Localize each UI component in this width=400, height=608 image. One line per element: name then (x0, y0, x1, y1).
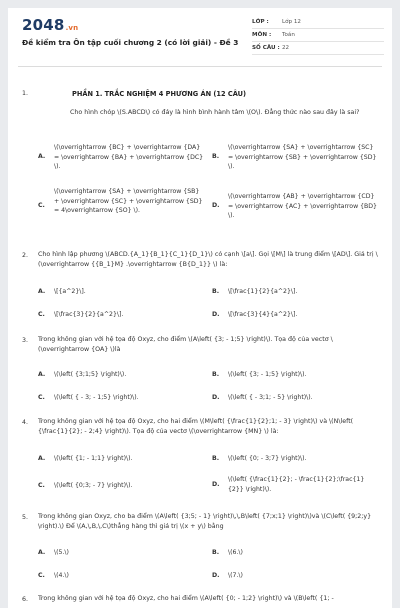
option-label: B. (212, 153, 220, 160)
option-label: D. (212, 481, 220, 488)
meta-value: Lớp 12 (282, 19, 301, 25)
option-label: D. (212, 202, 220, 209)
option-text: \(7.\) (228, 572, 243, 579)
option-b[interactable] (212, 143, 382, 183)
option-a[interactable] (38, 143, 208, 183)
document-meta (252, 16, 384, 55)
option-b[interactable] (212, 548, 382, 560)
option-d[interactable] (212, 393, 382, 405)
option-text: \(4.\) (54, 572, 69, 579)
question-number: 4. (22, 419, 29, 426)
option-a[interactable] (38, 454, 208, 466)
option-text: \(\left( {0;3; - 7} \right)\). (54, 482, 133, 489)
option-label: C. (38, 394, 45, 401)
option-text: \(\left( {3;1;5} \right)\). (54, 371, 127, 378)
logo-suffix: .vn (65, 24, 79, 32)
option-text: \[{a^2}\]. (54, 288, 86, 295)
header-divider (18, 66, 382, 67)
question-text: Trong không gian Oxyz, cho ba điểm \(A\left( {3;5; - 1} \right)\,\,B\left( {7;x;1} \right)\)và \(C\left( {9;2;y} \right).\) Để \(A,\,B,\,C\)thẳng hàng thì giá trị \(x + y\) bằng (38, 513, 372, 530)
meta-key: SỐ CÂU : (252, 45, 280, 51)
option-label: C. (38, 202, 45, 209)
question-number: 5. (22, 514, 29, 521)
option-b[interactable] (212, 454, 382, 466)
meta-class-row (252, 16, 384, 29)
option-label: A. (38, 455, 46, 462)
meta-key: LỚP : (252, 19, 269, 25)
option-label: D. (212, 572, 220, 579)
option-text: \(\overrightarrow {SA} + \overrightarrow {SC} = \overrightarrow {SB} + \overrightarrow {SD} \). (228, 144, 377, 170)
option-label: A. (38, 288, 46, 295)
option-c[interactable] (38, 187, 208, 233)
meta-subject-row (252, 29, 384, 42)
option-text: \(6.\) (228, 549, 243, 556)
option-a[interactable] (38, 287, 208, 299)
option-c[interactable] (38, 481, 208, 493)
option-label: B. (212, 371, 220, 378)
meta-key: MÔN : (252, 32, 272, 38)
option-text: \(\overrightarrow {AB} + \overrightarrow {CD} = \overrightarrow {AC} + \overrightarrow {BD} \). (228, 193, 377, 219)
option-text: \(\overrightarrow {BC} + \overrightarrow {DA} = \overrightarrow {BA} + \overrightarrow {DC} \). (54, 144, 204, 170)
option-d[interactable] (212, 475, 382, 497)
option-c[interactable] (38, 393, 208, 405)
option-label: D. (212, 311, 220, 318)
question-number: 1. (22, 90, 29, 97)
option-d[interactable] (212, 310, 382, 322)
site-logo[interactable] (22, 16, 78, 34)
option-d[interactable] (212, 571, 382, 583)
option-text: \[\frac{3}{2}{a^2}\]. (54, 311, 124, 318)
option-a[interactable] (38, 370, 208, 382)
option-c[interactable] (38, 310, 208, 322)
option-label: A. (38, 549, 46, 556)
option-label: B. (212, 288, 220, 295)
option-text: \(5.\) (54, 549, 69, 556)
option-text: \[\frac{3}{4}{a^2}\]. (228, 311, 298, 318)
question-text: Cho hình chóp \(S.ABCD\) có đáy là hình bình hành tâm \(O\). Đẳng thức nào sau đây là sai? (70, 109, 360, 116)
option-d[interactable] (212, 192, 382, 232)
option-b[interactable] (212, 287, 382, 299)
question-number: 3. (22, 337, 29, 344)
option-label: A. (38, 371, 46, 378)
question-number: 2. (22, 252, 29, 259)
option-text: \(\left( {0; - 3;7} \right)\). (228, 455, 307, 462)
question-text: Cho hình lập phương \(ABCD.{A_1}{B_1}{C_1}{D_1}\) có cạnh \[a\]. Gọi \[M\] là trung điểm \[AD\]. Giá trị \(\overrightarrow {{B_1}M} .\overrightarrow {B{D_1}} \) là: (38, 251, 378, 268)
option-text: \(\left( { - 3; - 1;5} \right)\). (54, 394, 139, 401)
option-a[interactable] (38, 548, 208, 560)
meta-value: Toán (282, 32, 295, 38)
option-label: D. (212, 394, 220, 401)
option-label: C. (38, 482, 45, 489)
document-title: Đề kiểm tra Ôn tập cuối chương 2 (có lời giải) - Đề 3 (22, 38, 239, 47)
option-b[interactable] (212, 370, 382, 382)
question-text: Trong không gian với hệ tọa độ Oxyz, cho điểm \(A\left( {3; - 1;5} \right)\). Tọa độ của vectơ \(\overrightarrow {OA} \)là (38, 336, 333, 353)
option-label: C. (38, 572, 45, 579)
document-header (8, 8, 392, 60)
meta-count-row (252, 42, 384, 55)
option-label: B. (212, 455, 220, 462)
option-text: \(\overrightarrow {SA} + \overrightarrow {SB} + \overrightarrow {SC} + \overrightarrow {SD} = 4\overrightarrow {SO} \). (54, 188, 203, 214)
document-page (8, 8, 392, 608)
question-text: Trong không gian với hệ tọa độ Oxyz, cho hai điểm \(A\left( {0; - 1;2} \right)\) và \(B\left( {1; - (38, 595, 334, 602)
question-text: Trong không gian với hệ tọa độ Oxyz, cho hai điểm \(M\left( {\frac{1}{2};1; - 3} \right)\) và \(N\left( {\frac{1}{2}; - 2;4} \right)\). Tọa độ của vectơ \(\overrightarrow {MN} \) là: (38, 418, 354, 435)
option-text: \(\left( { - 3;1; - 5} \right)\). (228, 394, 313, 401)
option-text: \[\frac{1}{2}{a^2}\]. (228, 288, 298, 295)
option-label: A. (38, 153, 46, 160)
option-c[interactable] (38, 571, 208, 583)
section-title: PHẦN 1. TRẮC NGHIỆM 4 PHƯƠNG ÁN (12 CÂU) (72, 90, 246, 98)
option-label: B. (212, 549, 220, 556)
question-number: 6. (22, 596, 29, 603)
option-text: \(\left( {3; - 1;5} \right)\). (228, 371, 307, 378)
meta-value: 22 (282, 45, 290, 51)
option-text: \(\left( {1; - 1;1} \right)\). (54, 455, 133, 462)
option-label: C. (38, 311, 45, 318)
logo-text: 2048 (22, 16, 65, 34)
option-text: \(\left( {\frac{1}{2}; - \frac{1}{2};\frac{1}{2}} \right)\). (228, 476, 365, 493)
